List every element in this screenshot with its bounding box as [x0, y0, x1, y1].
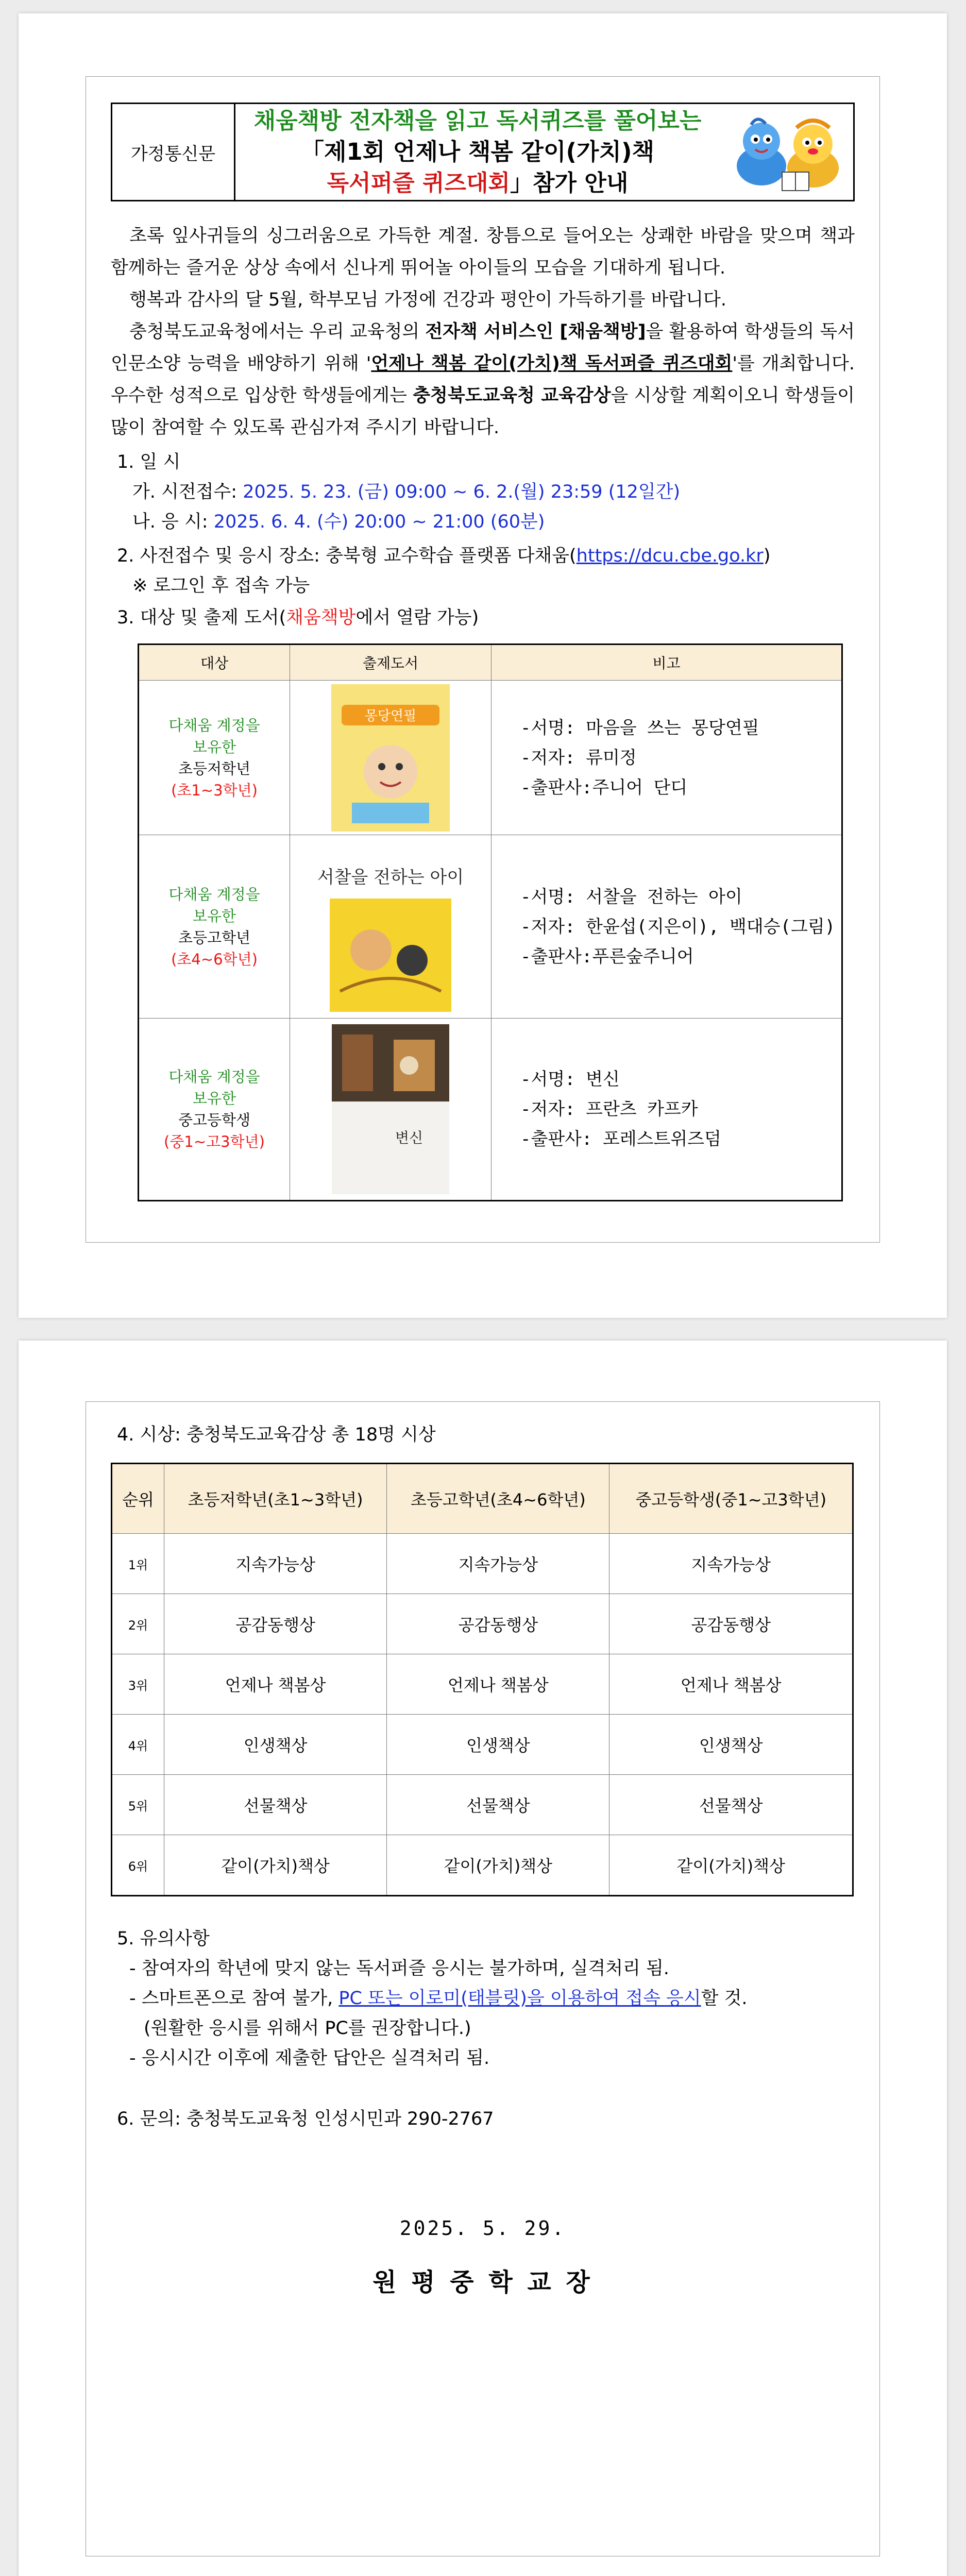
award-cell: 선물책상: [164, 1775, 387, 1835]
intro-text: 을 활용하여 학생들의 독서인문소양 능력을 배양하기 위해 ': [111, 321, 855, 374]
target-range: (초1~3학년): [171, 781, 258, 799]
target-grade: 초등저학년: [178, 759, 251, 777]
title-line-1: 채움책방 전자책을 읽고 독서퀴즈를 풀어보는: [253, 107, 702, 134]
target-cell: [139, 681, 290, 835]
target-grade: 초등고학년: [178, 928, 251, 946]
target-heading-text: 에서 열람 가능): [355, 607, 479, 628]
title-line-3-rest: 」참가 안내: [510, 170, 629, 196]
book-cover-cell: [290, 835, 492, 1019]
note-highlight: PC 또는 이로미(태블릿)을 이용하여 접속 응시: [338, 1988, 701, 2009]
rank-cell: 6위: [112, 1835, 164, 1896]
book-cover-cell: [290, 681, 492, 835]
rank-cell: 5위: [112, 1775, 164, 1835]
award-emphasis: 충청북도교육청 교육감상: [413, 385, 611, 406]
award-cell: 언제나 책봄상: [387, 1654, 609, 1715]
page-frame: [86, 1401, 880, 2556]
venue-heading: [117, 541, 770, 567]
target-line: 보유한: [192, 907, 236, 925]
book-cover-cell: [290, 1019, 492, 1201]
book-cover-image: [331, 684, 450, 832]
venue-close: ): [763, 546, 771, 566]
book-title: -서명: 변신: [520, 1069, 620, 1090]
award-cell: 언제나 책봄상: [164, 1654, 387, 1715]
contact-info: 6. 문의: 충청북도교육청 인성시민과 290-2767: [117, 2109, 494, 2129]
intro-text: '를 개최합니다. 우수한 성적으로 입상한 학생들에게는: [111, 353, 855, 406]
target-heading-highlight: 채움책방: [286, 607, 356, 628]
book-title: -서명: 마음을 쓰는 몽당연필: [520, 717, 759, 738]
target-line: 보유한: [192, 1090, 236, 1107]
target-cell: [139, 1019, 290, 1201]
book-cover-image: [332, 1024, 449, 1194]
note-item: (원활한 응시를 위해서 PC를 권장합니다.): [144, 2018, 471, 2039]
test-time-label: 나. 응 시:: [132, 512, 208, 532]
pre-registration-date: 2025. 5. 23. (금) 09:00 ~ 6. 2.(월) 23:59 (12일간): [243, 482, 681, 502]
note-text: - 스마트폰으로 참여 불가,: [129, 1988, 333, 2009]
rank-cell: 1위: [112, 1534, 164, 1594]
award-cell: 지속가능상: [164, 1534, 387, 1594]
books-header-book: 출제도서: [290, 645, 492, 681]
award-cell: 같이(가치)책상: [609, 1835, 853, 1896]
book-info-cell: [492, 835, 842, 1019]
page-frame: [86, 76, 880, 1243]
test-time-date: 2025. 6. 4. (수) 20:00 ~ 21:00 (60분): [213, 512, 545, 532]
table-row: [139, 681, 842, 835]
award-cell: 선물책상: [609, 1775, 853, 1835]
target-cell: [139, 835, 290, 1019]
book-info-cell: [492, 1019, 842, 1201]
venue-label: 2. 사전접수 및 응시 장소: 충북형 교수학습 플랫폼 다채움(: [117, 546, 577, 566]
book-publisher: -출판사:주니어 단디: [520, 777, 688, 798]
login-note: ※ 로그인 후 접속 가능: [132, 575, 310, 596]
test-time: [132, 507, 545, 533]
target-line: 다채움 계정을: [168, 716, 260, 734]
awards-header-rank: 순위: [112, 1464, 164, 1534]
note-item: [129, 1984, 748, 2010]
notice-title: [235, 104, 720, 200]
book-publisher: -출판사: 포레스트위즈덤: [520, 1129, 721, 1149]
notice-header: [111, 103, 855, 201]
table-row: [112, 1835, 853, 1896]
books-table: [138, 643, 843, 1201]
intro-paragraph-2: 행복과 감사의 달 5월, 학부모님 가정에 건강과 평안이 가득하기를 바랍니다.: [129, 290, 726, 310]
target-range: (초4~6학년): [171, 950, 258, 968]
target-line: 다채움 계정을: [168, 1068, 260, 1086]
award-cell: 인생책상: [387, 1715, 609, 1775]
target-line: 보유한: [192, 738, 236, 756]
intro-text: 을 시상할 계획이오니 학생들이 많이 참여할 수 있도록 관심가져 주시기 바랍니다.: [111, 385, 855, 438]
awards-header-lower: 초등저학년(초1~3학년): [164, 1464, 387, 1534]
notes-heading: 5. 유의사항: [117, 1928, 210, 1949]
book-publisher: -출판사:푸른숲주니어: [520, 946, 694, 967]
title-line-2: 「제1회 언제나 책봄 같이(가치)책: [300, 138, 655, 166]
award-cell: 지속가능상: [387, 1534, 609, 1594]
awards-heading: 4. 시상: 충청북도교육감상 총 18명 시상: [117, 1425, 436, 1445]
title-highlight: 독서퍼즐 퀴즈대회: [327, 170, 510, 196]
book-author: -저자: 프란츠 카프카: [520, 1099, 698, 1120]
note-text: 할 것.: [701, 1988, 748, 2009]
table-row: [112, 1534, 853, 1594]
book-author: -저자: 한윤섭(지은이), 백대승(그림): [520, 916, 836, 937]
books-header-note: 비고: [492, 645, 842, 681]
book-cover-image: [317, 842, 464, 1012]
award-cell: 공감동행상: [609, 1594, 853, 1654]
target-range: (중1~고3학년): [164, 1133, 265, 1150]
award-cell: 언제나 책봄상: [609, 1654, 853, 1715]
awards-table: [111, 1463, 854, 1896]
mascot-logo: [721, 104, 853, 200]
pre-registration-label: 가. 시전접수:: [132, 482, 238, 502]
intro-text: 충청북도교육청에서는 우리 교육청의: [129, 321, 426, 342]
awards-header-secondary: 중고등학생(중1~고3학년): [609, 1464, 853, 1534]
book-info-cell: [492, 681, 842, 835]
contest-name: 언제나 책봄 같이(가치)책 독서퍼즐 퀴즈대회: [371, 353, 733, 374]
award-cell: 인생책상: [164, 1715, 387, 1775]
issue-date: 2025. 5. 29.: [399, 2217, 566, 2240]
intro-paragraph-3: [111, 316, 855, 444]
rank-cell: 4위: [112, 1715, 164, 1775]
platform-link[interactable]: https://dcu.cbe.go.kr: [576, 546, 764, 566]
award-cell: 공감동행상: [164, 1594, 387, 1654]
award-cell: 선물책상: [387, 1775, 609, 1835]
document-page-1: [19, 13, 947, 1318]
award-cell: 같이(가치)책상: [164, 1835, 387, 1896]
table-row: [139, 835, 842, 1019]
award-cell: 인생책상: [609, 1715, 853, 1775]
intro-paragraph-1: 초록 잎사귀들의 싱그러움으로 가득한 계절. 창틈으로 들어오는 상쾌한 바람을 맞으며 책과 함께하는 즐거운 상상 속에서 신나게 뛰어놀 아이들의 모습을 기대하게 됩니다.: [111, 226, 855, 278]
note-item: - 참여자의 학년에 맞지 않는 독서퍼즐 응시는 불가하며, 실격처리 됨.: [129, 1958, 669, 1979]
award-cell: 지속가능상: [609, 1534, 853, 1594]
title-line-3: [327, 168, 629, 199]
schedule-heading: 1. 일 시: [117, 452, 181, 472]
table-row: [112, 1715, 853, 1775]
awards-header-upper: 초등고학년(초4~6학년): [387, 1464, 609, 1534]
target-line: 다채움 계정을: [168, 885, 260, 903]
cover-title: 몽당연필: [364, 708, 417, 724]
book-title: -서명: 서찰을 전하는 아이: [520, 886, 742, 907]
rank-cell: 3위: [112, 1654, 164, 1715]
pre-registration: [132, 478, 680, 503]
cover-title: 변신: [395, 1129, 423, 1146]
table-row: [139, 1019, 842, 1201]
cover-title: 서찰을 전하는 아이: [317, 867, 464, 888]
table-row: [112, 1654, 853, 1715]
intro-emphasis: 전자책 서비스인 [채움책방]: [425, 321, 646, 342]
target-heading: [117, 603, 479, 629]
document-page-2: [19, 1341, 947, 2576]
award-cell: 같이(가치)책상: [387, 1835, 609, 1896]
note-item: - 응시시간 이후에 제출한 답안은 실격처리 됨.: [129, 2048, 490, 2069]
table-row: [112, 1594, 853, 1654]
target-heading-text: 3. 대상 및 출제 도서(: [117, 607, 286, 628]
table-row: [112, 1775, 853, 1835]
notice-category: 가정통신문: [112, 104, 235, 200]
award-cell: 공감동행상: [387, 1594, 609, 1654]
books-header-target: 대상: [139, 645, 290, 681]
signer: 원 평 중 학 교 장: [372, 2268, 593, 2297]
rank-cell: 2위: [112, 1594, 164, 1654]
target-grade: 중고등학생: [178, 1111, 251, 1129]
book-author: -저자: 류미정: [520, 747, 637, 768]
